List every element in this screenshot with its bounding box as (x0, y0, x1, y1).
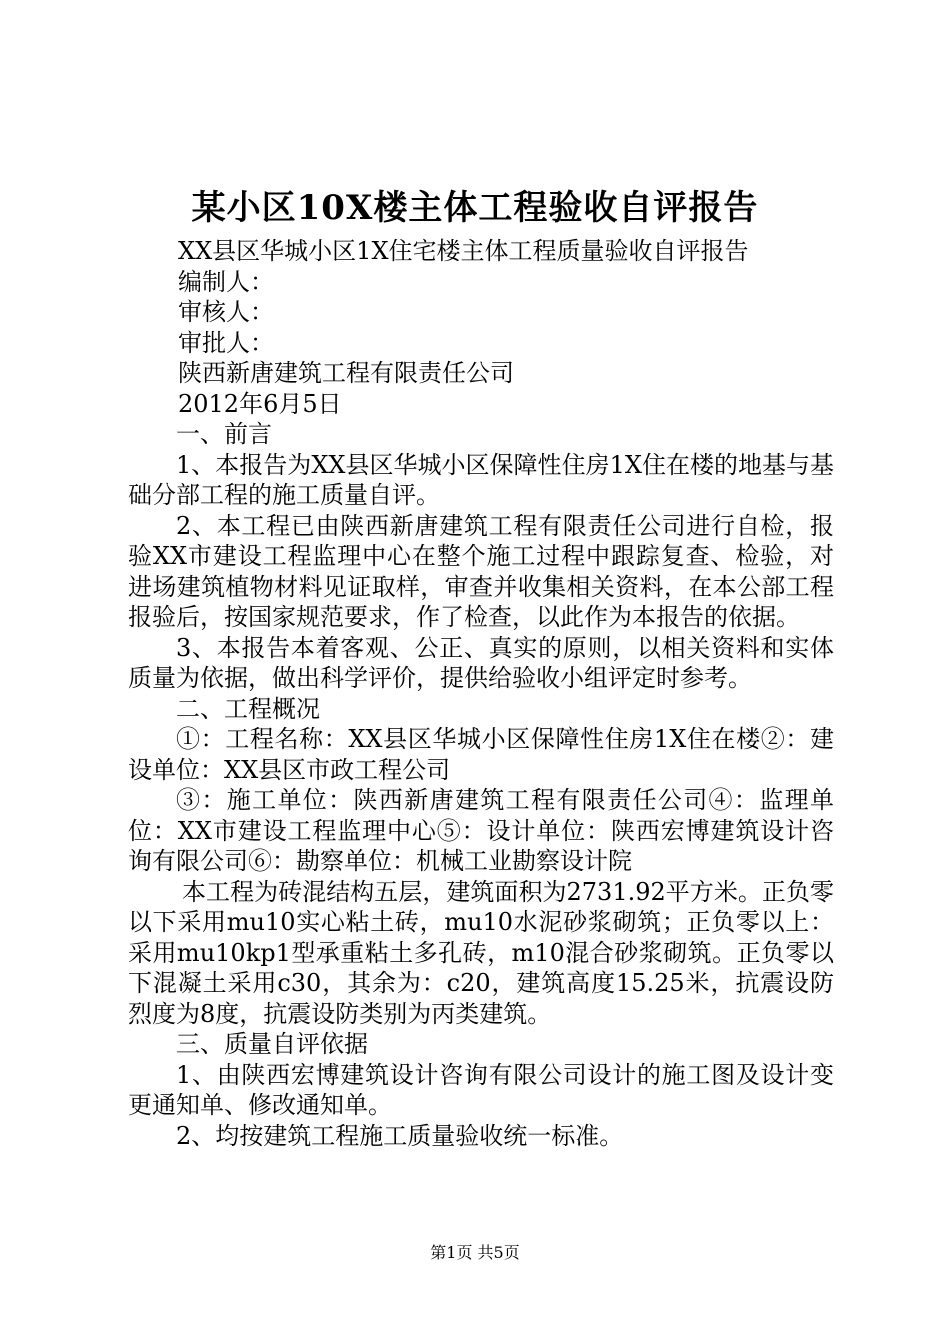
paragraph: 1、本报告为XX县区华城小区保障性住房1X住在楼的地基与基础分部工程的施工质量自评。 (128, 450, 834, 509)
document-body (128, 236, 834, 1151)
section-heading-overview: 二、工程概况 (176, 694, 320, 723)
document-title: 某小区10X楼主体工程验收自评报告 (191, 188, 759, 228)
section-heading-preface: 一、前言 (176, 420, 272, 448)
paragraph: 2、本工程已由陕西新唐建筑工程有限责任公司进行自检，报验XX市建设工程监理中心在整个施工过程中跟踪复查、检验，对进场建筑植物材料见证取样，审查并收集相关资料，在本公部工程报验后，按国家规范要求，作了检查，以此作为本报告的依据。 (128, 511, 834, 631)
reviewer-line: 审核人： (178, 298, 274, 326)
report-date: 2012年6月5日 (178, 389, 342, 418)
paragraph: 2、均按建筑工程施工质量验收统一标准。 (176, 1121, 624, 1150)
section-heading-basis: 三、质量自评依据 (176, 1030, 368, 1058)
compiler-line: 编制人： (178, 267, 274, 296)
paragraph: ①：工程名称：XX县区华城小区保障性住房1X住在楼②：建设单位：XX县区市政工程公司 (128, 725, 834, 784)
paragraph: 本工程为砖混结构五层，建筑面积为2731.92平方米。正负零以下采用mu10实心粘土砖，mu10水泥砂浆砌筑；正负零以上：采用mu10kp1型承重粘土多孔砖，m10混合砂浆砌筑。正负零以下混凝土采用c30，其余为：c20，建筑高度15.25米，抗震设防烈度为8度，抗震设防类别为丙类建筑。 (128, 877, 834, 1028)
page-footer: 第1页 共5页 (430, 1243, 520, 1262)
approver-line: 审批人： (178, 328, 274, 357)
paragraph: 3、本报告本着客观、公正、真实的原则，以相关资料和实体质量为依据，做出科学评价，提供给验收小组评定时参考。 (128, 633, 834, 692)
paragraph: 1、由陕西宏博建筑设计咨询有限公司设计的施工图及设计变更通知单、修改通知单。 (128, 1060, 834, 1119)
company-name: 陕西新唐建筑工程有限责任公司 (178, 359, 514, 387)
report-subtitle: XX县区华城小区1X住宅楼主体工程质量验收自评报告 (178, 237, 749, 265)
paragraph: ③：施工单位：陕西新唐建筑工程有限责任公司④：监理单位：XX市建设工程监理中心⑤：设计单位：陕西宏博建筑设计咨询有限公司⑥：勘察单位：机械工业勘察设计院 (128, 786, 834, 875)
